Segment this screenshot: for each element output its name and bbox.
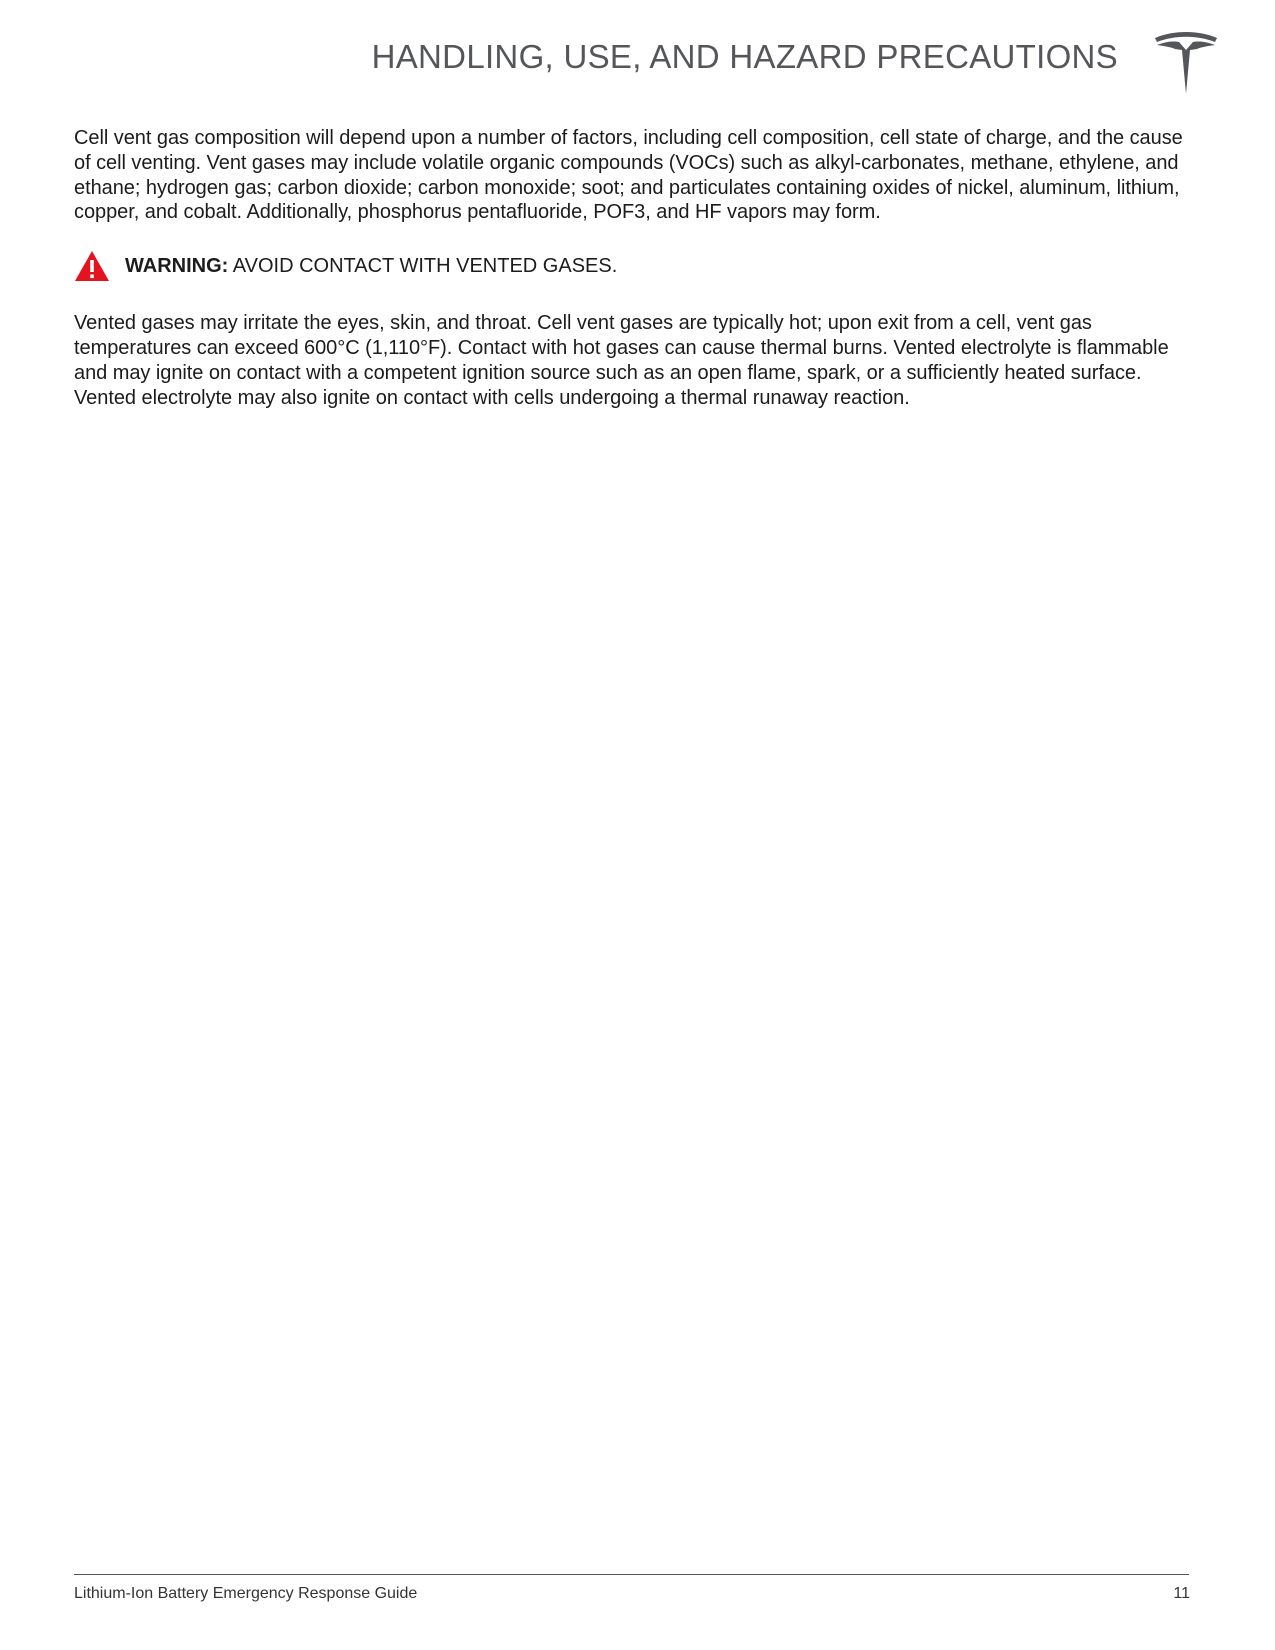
warning-triangle-icon [74, 250, 110, 282]
warning-text [125, 255, 617, 278]
footer-divider [74, 1574, 1189, 1575]
tesla-logo-icon [1153, 30, 1219, 94]
page-title: HANDLING, USE, AND HAZARD PRECAUTIONS [371, 38, 1118, 75]
warning-message: AVOID CONTACT WITH VENTED GASES. [228, 254, 618, 277]
main-content [74, 126, 1194, 410]
warning-label: WARNING: [125, 254, 229, 277]
footer-document-title: Lithium-Ion Battery Emergency Response Guide [74, 1585, 418, 1602]
body-paragraph-vented-gas-hazards: Vented gases may irritate the eyes, skin, and throat. Cell vent gases are typically hot; upon exit from a cell, vent gas temperatures can exceed 600°C (1,110°F). Contact with hot gases can cause thermal burns. Vented electrolyte is flammable and may ignite on contact with a competent ignition source such as an open flame, spark, or a sufficiently heated surface. Vented electrolyte may also ignite on contact with cells undergoing a thermal runaway reaction. [74, 312, 1169, 409]
body-paragraph-vent-gas-composition: Cell vent gas composition will depend upon a number of factors, including cell composition, cell state of charge, and the cause of cell venting. Vent gases may include volatile organic compounds (VOCs) such as alkyl-carbonates, methane, ethylene, and ethane; hydrogen gas; carbon dioxide; carbon monoxide; soot; and particulates containing oxides of nickel, aluminum, lithium, copper, and cobalt. Additionally, phosphorus pentafluoride, POF3, and HF vapors may form. [74, 127, 1183, 224]
warning-callout [74, 249, 1194, 283]
footer-page-number: 11 [1173, 1585, 1190, 1602]
